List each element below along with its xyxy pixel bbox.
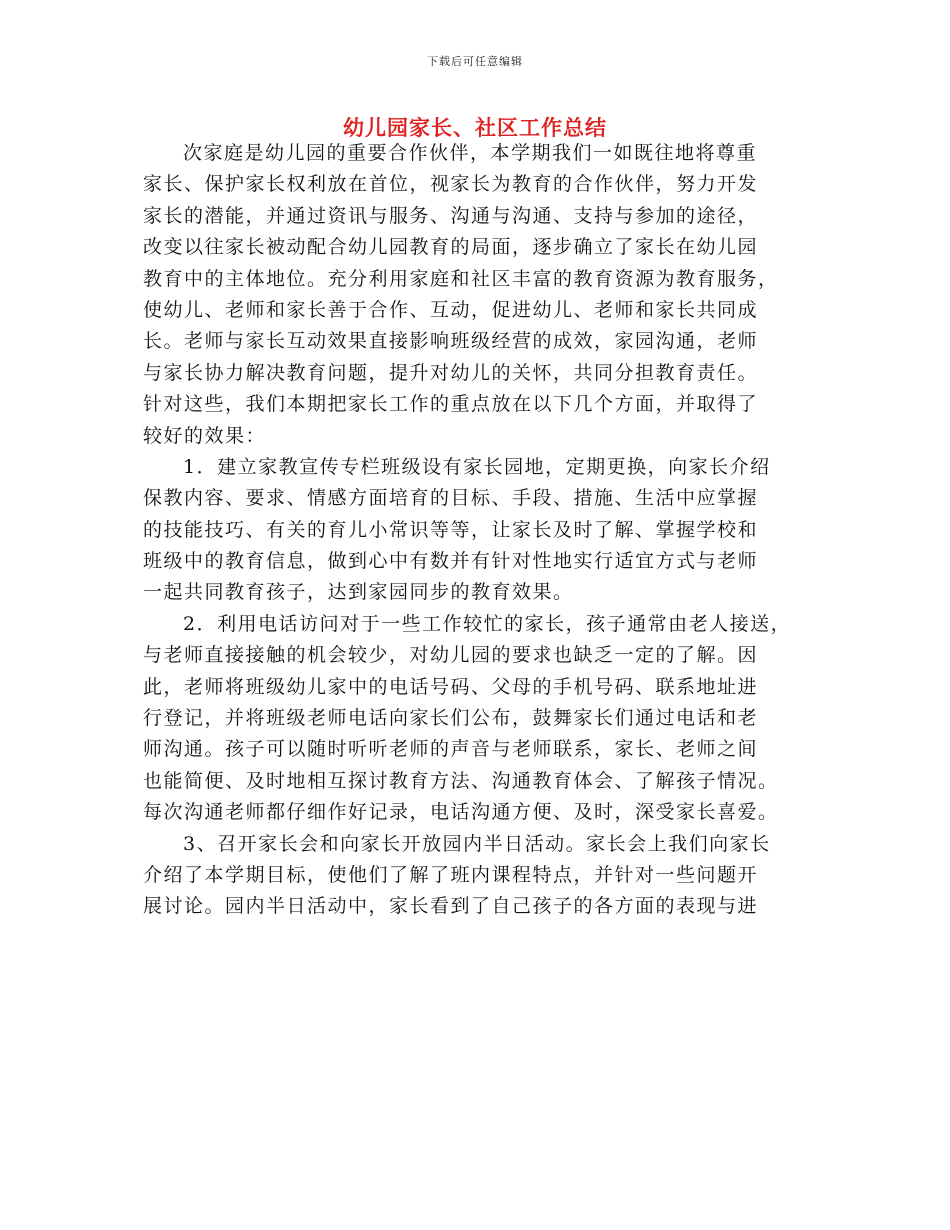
text-line: 长。老师与家长互动效果直接影响班级经营的成效，家园沟通，老师 bbox=[143, 330, 759, 353]
document-title: 幼儿园家长、社区工作总结 bbox=[343, 116, 607, 140]
text-line: 师沟通。孩子可以随时听听老师的声音与老师联系，家长、老师之间 bbox=[143, 738, 759, 761]
paragraph-intro bbox=[143, 138, 833, 452]
text-line: 3、召开家长会和向家长开放园内半日活动。家长会上我们向家长 bbox=[183, 832, 771, 855]
text-line: 与老师直接接触的机会较少，对幼儿园的要求也缺乏一定的了解。因 bbox=[143, 644, 759, 667]
header-note: 下载后可任意编辑 bbox=[427, 55, 523, 68]
text-line: 家长的潜能，并通过资讯与服务、沟通与沟通、支持与参加的途径， bbox=[143, 204, 759, 227]
text-line: 与家长协力解决教育问题，提升对幼儿的关怀，共同分担教育责任。 bbox=[143, 361, 759, 384]
text-line: 保教内容、要求、情感方面培育的目标、手段、措施、生活中应掌握 bbox=[143, 487, 759, 510]
text-line: 也能简便、及时地相互探讨教育方法、沟通教育体会、了解孩子情况。 bbox=[143, 769, 779, 792]
text-line: 此，老师将班级幼儿家中的电话号码、父母的手机号码、联系地址进 bbox=[143, 675, 759, 698]
text-line: 行登记，并将班级老师电话向家长们公布，鼓舞家长们通过电话和老 bbox=[143, 707, 759, 730]
paragraph-item-3 bbox=[143, 829, 833, 923]
text-line: 1．建立家教宣传专栏班级设有家长园地，定期更换，向家长介绍 bbox=[183, 455, 771, 478]
text-line: 一起共同教育孩子，达到家园同步的教育效果。 bbox=[143, 581, 574, 604]
text-line: 教育中的主体地位。充分利用家庭和社区丰富的教育资源为教育服务， bbox=[143, 267, 779, 290]
text-line: 改变以往家长被动配合幼儿园教育的局面，逐步确立了家长在幼儿园 bbox=[143, 236, 759, 259]
text-line: 针对这些，我们本期把家长工作的重点放在以下几个方面，并取得了 bbox=[143, 393, 759, 416]
text-line: 每次沟通老师都仔细作好记录，电话沟通方便、及时，深受家长喜爱。 bbox=[143, 801, 779, 824]
text-line: 较好的效果： bbox=[143, 424, 267, 447]
text-line: 班级中的教育信息，做到心中有数并有针对性地实行适宜方式与老师 bbox=[143, 550, 759, 573]
text-line: 介绍了本学期目标，使他们了解了班内课程特点，并针对一些问题开 bbox=[143, 863, 759, 886]
text-line: 展讨论。园内半日活动中，家长看到了自己孩子的各方面的表现与进 bbox=[143, 895, 759, 918]
paragraph-item-1 bbox=[143, 452, 833, 609]
text-line: 2．利用电话访问对于一些工作较忙的家长，孩子通常由老人接送， bbox=[183, 612, 792, 635]
text-line: 家长、保护家长权利放在首位，视家长为教育的合作伙伴，努力开发 bbox=[143, 173, 759, 196]
paragraph-item-2 bbox=[143, 609, 833, 829]
text-line: 的技能技巧、有关的育儿小常识等等，让家长及时了解、掌握学校和 bbox=[143, 518, 759, 541]
text-line: 使幼儿、老师和家长善于合作、互动，促进幼儿、老师和家长共同成 bbox=[143, 298, 759, 321]
document-body bbox=[143, 138, 833, 923]
text-line: 次家庭是幼儿园的重要合作伙伴，本学期我们一如既往地将尊重 bbox=[183, 142, 758, 164]
